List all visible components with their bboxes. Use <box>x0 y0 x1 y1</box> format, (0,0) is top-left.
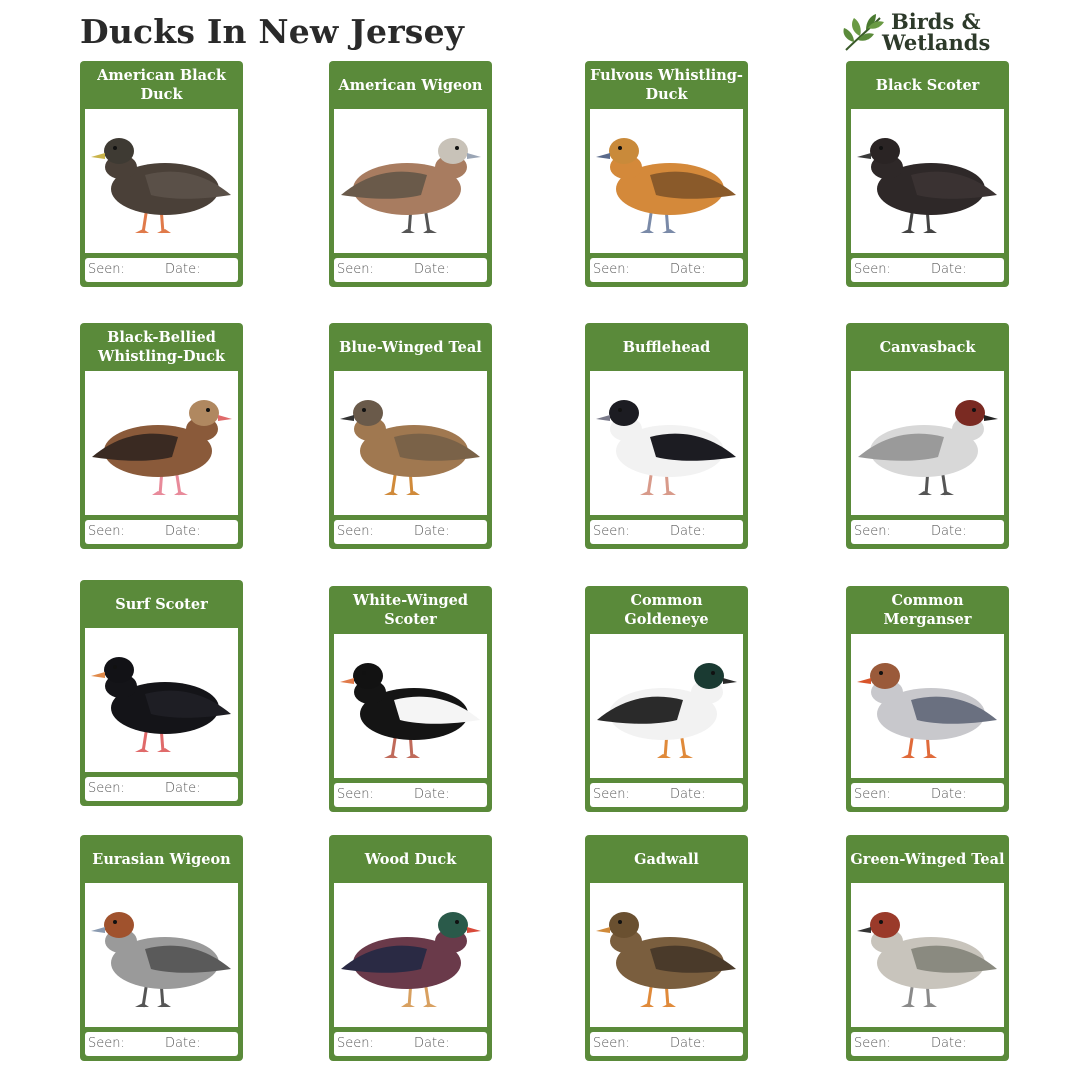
duck-card <box>329 323 492 549</box>
seen-label: Seen: <box>337 262 374 277</box>
duck-name: American Black Duck <box>97 67 226 103</box>
duck-photo-frame <box>85 109 238 253</box>
seen-label: Seen: <box>854 787 891 802</box>
sighting-log <box>85 1032 238 1056</box>
duck-name: Black-Bellied Whistling-Duck <box>98 329 225 365</box>
sighting-log <box>851 520 1004 544</box>
duck-photo-frame <box>85 883 238 1027</box>
seen-label: Seen: <box>88 262 125 277</box>
duck-card <box>80 323 243 549</box>
seen-label: Seen: <box>593 524 630 539</box>
sighting-log <box>590 1032 743 1056</box>
duck-card <box>80 580 243 806</box>
duck-name: Common Goldeneye <box>624 592 709 628</box>
duck-photo <box>85 628 238 772</box>
date-label: Date: <box>414 524 450 539</box>
date-label: Date: <box>165 1036 201 1051</box>
duck-card <box>585 61 748 287</box>
duck-card <box>585 586 748 812</box>
duck-photo <box>590 883 743 1027</box>
sighting-log <box>590 783 743 807</box>
sighting-log <box>851 258 1004 282</box>
duck-card <box>846 835 1009 1061</box>
seen-label: Seen: <box>88 524 125 539</box>
duck-photo-frame <box>851 371 1004 515</box>
date-label: Date: <box>414 1036 450 1051</box>
duck-card <box>585 835 748 1061</box>
duck-name: White-Winged Scoter <box>352 592 469 628</box>
duck-name: Gadwall <box>634 850 699 868</box>
duck-photo <box>334 634 487 778</box>
duck-photo <box>85 371 238 515</box>
duck-card <box>846 61 1009 287</box>
duck-name: Eurasian Wigeon <box>92 850 231 868</box>
duck-photo-frame <box>851 109 1004 253</box>
duck-name: American Wigeon <box>338 76 483 94</box>
duck-card <box>585 323 748 549</box>
date-label: Date: <box>670 1036 706 1051</box>
duck-photo-frame <box>851 883 1004 1027</box>
sighting-log <box>590 258 743 282</box>
seen-label: Seen: <box>593 262 630 277</box>
date-label: Date: <box>414 787 450 802</box>
duck-photo-frame <box>85 628 238 772</box>
duck-name: Fulvous Whistling-Duck <box>590 67 743 103</box>
duck-photo <box>851 634 1004 778</box>
date-label: Date: <box>670 524 706 539</box>
date-label: Date: <box>931 262 967 277</box>
sighting-log <box>334 783 487 807</box>
duck-name: Canvasback <box>879 338 976 356</box>
brand-name-line-1: Birds & <box>891 9 981 34</box>
duck-photo <box>85 883 238 1027</box>
seen-label: Seen: <box>88 1036 125 1051</box>
duck-photo-frame <box>590 371 743 515</box>
duck-photo-frame <box>590 883 743 1027</box>
sighting-log <box>85 777 238 801</box>
date-label: Date: <box>931 787 967 802</box>
sighting-log <box>334 520 487 544</box>
seen-label: Seen: <box>593 1036 630 1051</box>
duck-photo-frame <box>85 371 238 515</box>
duck-card <box>846 586 1009 812</box>
date-label: Date: <box>165 524 201 539</box>
duck-name: Common Merganser <box>883 592 972 628</box>
duck-photo-frame <box>334 109 487 253</box>
duck-photo-frame <box>590 109 743 253</box>
duck-photo <box>334 371 487 515</box>
sighting-log <box>85 258 238 282</box>
seen-label: Seen: <box>854 1036 891 1051</box>
duck-photo-frame <box>334 371 487 515</box>
duck-photo <box>590 109 743 253</box>
duck-name: Black Scoter <box>875 76 980 94</box>
duck-card <box>80 61 243 287</box>
page-title: Ducks In New Jersey <box>80 12 465 51</box>
brand-name-line-2: Wetlands <box>882 30 991 55</box>
date-label: Date: <box>165 262 201 277</box>
duck-photo-frame <box>590 634 743 778</box>
duck-name: Blue-Winged Teal <box>339 338 482 356</box>
seen-label: Seen: <box>337 524 374 539</box>
duck-card <box>80 835 243 1061</box>
sighting-log <box>334 258 487 282</box>
duck-photo <box>590 371 743 515</box>
sighting-log <box>851 783 1004 807</box>
seen-label: Seen: <box>337 1036 374 1051</box>
duck-card <box>329 835 492 1061</box>
duck-photo <box>85 109 238 253</box>
duck-photo <box>590 634 743 778</box>
duck-photo-frame <box>334 634 487 778</box>
duck-photo <box>334 883 487 1027</box>
duck-name: Green-Winged Teal <box>850 850 1005 868</box>
sighting-log <box>334 1032 487 1056</box>
seen-label: Seen: <box>593 787 630 802</box>
duck-card <box>329 586 492 812</box>
duck-card <box>329 61 492 287</box>
duck-photo <box>334 109 487 253</box>
duck-name: Wood Duck <box>364 850 457 868</box>
date-label: Date: <box>670 262 706 277</box>
seen-label: Seen: <box>854 524 891 539</box>
sighting-log <box>851 1032 1004 1056</box>
duck-photo-frame <box>851 634 1004 778</box>
seen-label: Seen: <box>88 781 125 796</box>
date-label: Date: <box>670 787 706 802</box>
seen-label: Seen: <box>854 262 891 277</box>
date-label: Date: <box>414 262 450 277</box>
date-label: Date: <box>165 781 201 796</box>
date-label: Date: <box>931 524 967 539</box>
duck-photo <box>851 371 1004 515</box>
date-label: Date: <box>931 1036 967 1051</box>
duck-photo-frame <box>334 883 487 1027</box>
duck-photo <box>851 109 1004 253</box>
seen-label: Seen: <box>337 787 374 802</box>
duck-name: Surf Scoter <box>115 595 208 613</box>
sighting-log <box>85 520 238 544</box>
duck-photo <box>851 883 1004 1027</box>
duck-card <box>846 323 1009 549</box>
duck-name: Bufflehead <box>622 338 711 356</box>
sighting-log <box>590 520 743 544</box>
